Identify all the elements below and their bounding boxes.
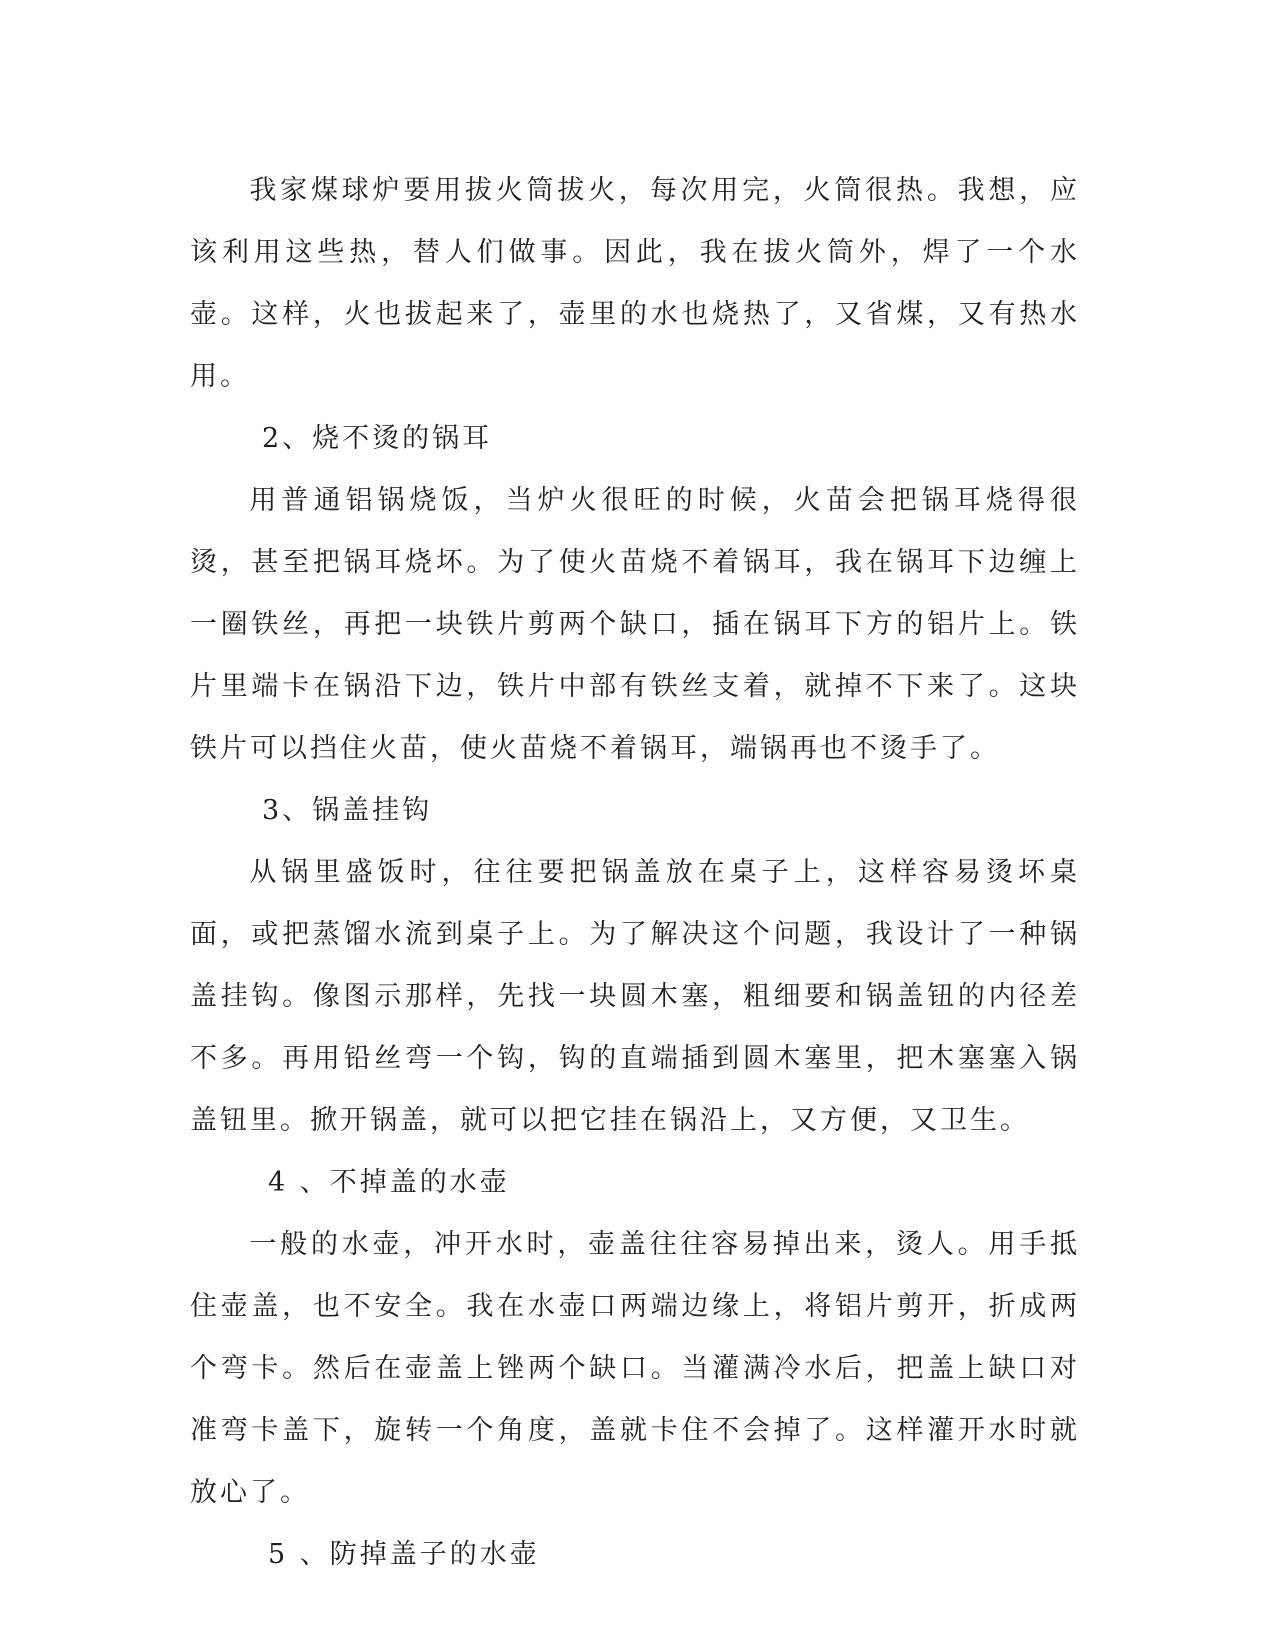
- paragraph-lid-hook: 从锅里盛饭时，往往要把锅盖放在桌子上，这样容易烫坏桌面，或把蒸馏水流到桌子上。为了解决这个问题，我设计了一种锅盖挂钩。像图示那样，先找一块圆木塞，粗细要和锅盖钮的内径差不多。再用铅丝弯一个钩，钩的直端插到圆木塞里，把木塞塞入锅盖钮里。掀开锅盖，就可以把它挂在锅沿上，又方便，又卫生。: [190, 857, 1080, 1136]
- document-body: [190, 160, 1080, 1586]
- paragraph-pot-ear: 用普通铝锅烧饭，当炉火很旺的时候，火苗会把锅耳烧得很烫，甚至把锅耳烧坏。为了使火苗烧不着锅耳，我在锅耳下边缠上一圈铁丝，再把一块铁片剪两个缺口，插在锅耳下方的铝片上。铁片里端卡在锅沿下边，铁片中部有铁丝支着，就掉不下来了。这块铁片可以挡住火苗，使火苗烧不着锅耳，端锅再也不烫手了。: [190, 485, 1080, 764]
- heading-anti-drop-lid: 5 、防掉盖子的水壶: [268, 1539, 540, 1570]
- heading-pot-ear: 2、烧不烫的锅耳: [262, 423, 493, 454]
- heading-lid-hook: 3、锅盖挂钩: [262, 795, 433, 826]
- paragraph-stove-kettle: 我家煤球炉要用拔火筒拔火，每次用完，火筒很热。我想，应该利用这些热，替人们做事。因此，我在拔火筒外，焊了一个水壶。这样，火也拔起来了，壶里的水也烧热了，又省煤，又有热水用。: [190, 175, 1080, 392]
- heading-kettle-lid: 4 、不掉盖的水壶: [268, 1167, 510, 1198]
- paragraph-kettle-lid: 一般的水壶，冲开水时，壶盖往往容易掉出来，烫人。用手抵住壶盖，也不安全。我在水壶口两端边缘上，将铝片剪开，折成两个弯卡。然后在壶盖上锉两个缺口。当灌满冷水后，把盖上缺口对准弯卡盖下，旋转一个角度，盖就卡住不会掉了。这样灌开水时就放心了。: [190, 1229, 1080, 1508]
